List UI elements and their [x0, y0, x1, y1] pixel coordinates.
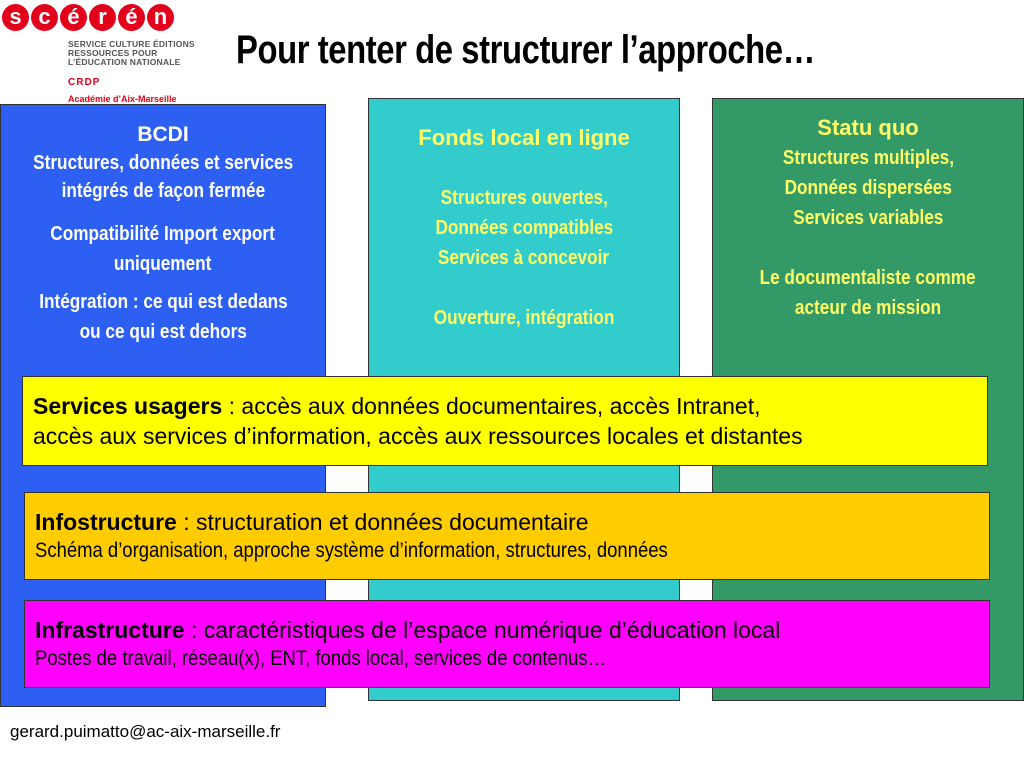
band-infrastructure-detail: Postes de travail, réseau(x), ENT, fonds local, services de contenus… [35, 647, 607, 670]
logo-crdp: CRDP [68, 77, 101, 88]
logo-tagline-line: SERVICE CULTURE ÉDITIONS [68, 39, 195, 49]
footer-email: gerard.puimatto@ac-aix-marseille.fr [10, 722, 281, 741]
band-services-label: Services usagers [33, 393, 223, 419]
column-bcdi-title: BCDI [137, 123, 189, 146]
band-services-usagers [22, 376, 988, 466]
band-infostructure [24, 492, 990, 580]
column-fonds-line: Ouverture, intégration [433, 307, 615, 329]
logo-academie: Académie d’Aix-Marseille [68, 94, 177, 104]
column-bcdi-line: Compatibilité Import export [50, 223, 276, 245]
column-statu-line: Données dispersées [784, 177, 952, 199]
column-fonds-line: Données compatibles [435, 217, 613, 239]
band-infostructure-label: Infostructure [35, 509, 177, 535]
column-statu-line: Services variables [792, 207, 944, 229]
logo-letter: é [118, 4, 145, 31]
band-infostructure-text: : structuration et données documentaire [176, 509, 589, 535]
band-services-text: accès aux services d’information, accès aux ressources locales et distantes [33, 423, 803, 449]
column-fonds-title: Fonds local en ligne [418, 125, 630, 150]
logo-letter: r [89, 4, 116, 31]
sceren-logo [0, 0, 210, 106]
column-statu-line: Le documentaliste comme [759, 267, 977, 289]
logo-tagline [68, 40, 195, 67]
column-bcdi-line: intégrés de façon fermée [61, 180, 265, 202]
column-bcdi-line: uniquement [114, 253, 212, 275]
band-infrastructure [24, 600, 990, 688]
band-services-text: : accès aux données documentaires, accès Intranet, [222, 393, 761, 419]
band-infrastructure-text: : caractéristiques de l’espace numérique d’éducation local [184, 617, 781, 643]
column-bcdi-line: ou ce qui est dehors [79, 321, 247, 343]
logo-letter: é [60, 4, 87, 31]
logo-tagline-line: RESSOURCES POUR [68, 48, 158, 58]
logo-letter: c [31, 4, 58, 31]
logo-letter: n [147, 4, 174, 31]
column-statu-line: acteur de mission [794, 297, 942, 319]
band-infrastructure-label: Infrastructure [35, 617, 185, 643]
column-statu-title: Statu quo [817, 115, 919, 140]
logo-letter: s [2, 4, 29, 31]
logo-tagline-line: L’ÉDUCATION NATIONALE [68, 57, 181, 67]
logo-wordmark [2, 4, 174, 31]
column-bcdi-line: Structures, données et services [32, 152, 294, 174]
column-statu-line: Structures multiples, [782, 147, 954, 169]
band-infostructure-detail: Schéma d’organisation, approche système d’information, structures, données [35, 539, 668, 562]
column-fonds-line: Services à concevoir [438, 247, 610, 269]
column-bcdi-line: Intégration : ce qui est dedans [38, 291, 288, 313]
column-fonds-line: Structures ouvertes, [440, 187, 608, 209]
slide-title: Pour tenter de structurer l’approche… [236, 28, 815, 72]
